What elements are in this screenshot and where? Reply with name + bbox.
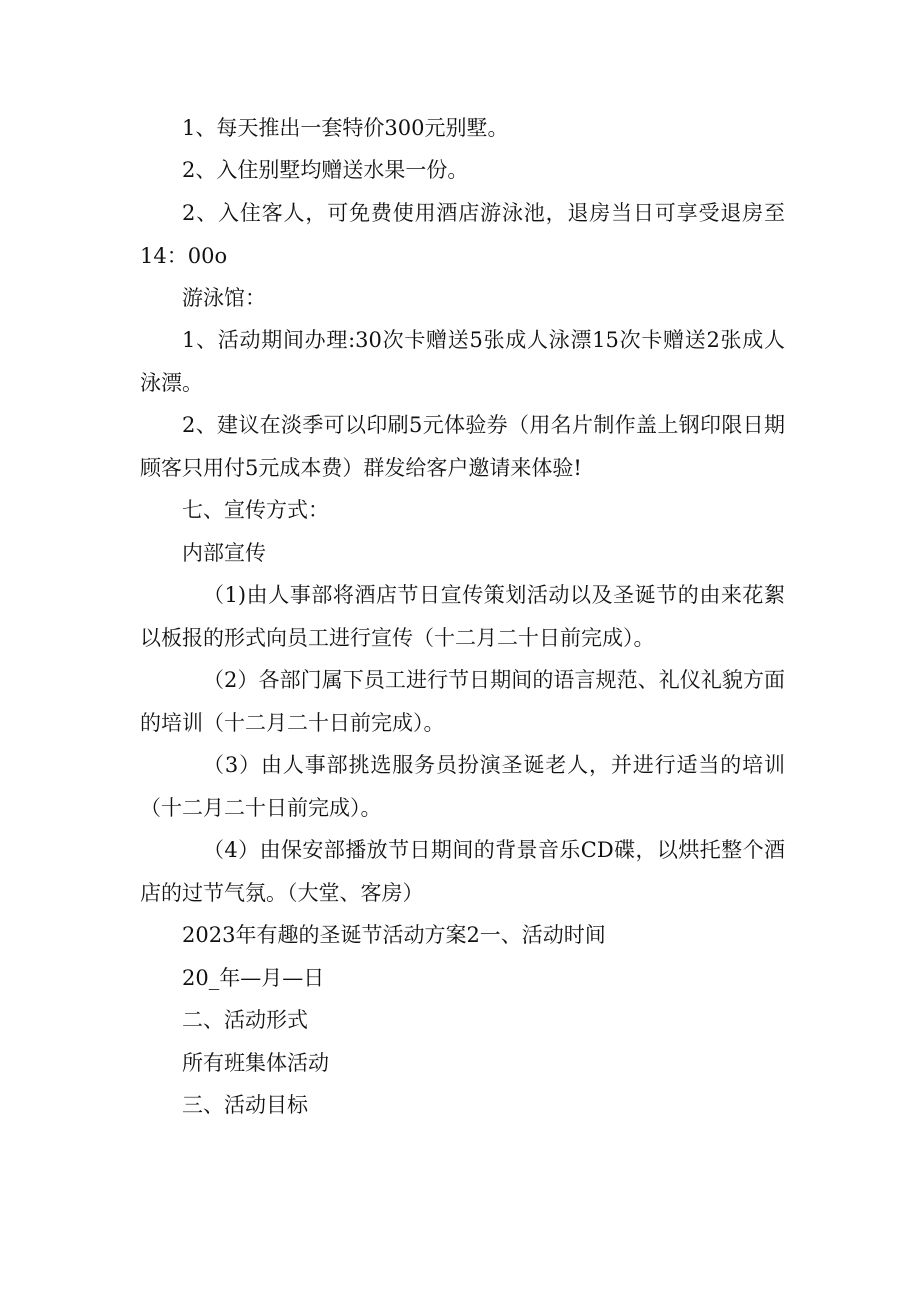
paragraph-heading-activity-form: 二、活动形式 — [182, 1008, 308, 1032]
paragraph-heading-pool-hall: 游泳馆： — [182, 286, 266, 310]
paragraph-promotion-item-1: （1)由人事部将酒店节日宣传策划活动以及圣诞节的由来花絮以板报的形式向员工进行宣传（十二月二十日前完成）。 — [140, 583, 785, 650]
paragraph-offer-fruit: 2、入住别墅均赠送水果一份。 — [182, 158, 469, 182]
paragraph-activity-date: 20_年—月—日 — [182, 966, 325, 990]
paragraph-activity-form: 所有班集体活动 — [182, 1051, 329, 1075]
paragraph-heading-promotion: 七、宣传方式： — [182, 498, 329, 522]
paragraph-offer-pool: 2、入住客人，可免费使用酒店游泳池，退房当日可享受退房至14：00o — [140, 201, 785, 268]
paragraph-pool-cards: 1、活动期间办理:30次卡赠送5张成人泳漂15次卡赠送2张成人泳漂。 — [140, 328, 785, 395]
paragraph-promotion-item-2: （2）各部门属下员工进行节日期间的语言规范、礼仪礼貌方面的培训（十二月二十日前完成）。 — [140, 668, 785, 735]
paragraph-offer-villa: 1、每天推出一套特价300元别墅。 — [182, 116, 509, 140]
paragraph-promotion-item-4: （4）由保安部播放节日期间的背景音乐CD碟，以烘托整个酒店的过节气氛。（大堂、客房） — [140, 838, 785, 905]
paragraph-plan-2-title: 2023年有趣的圣诞节活动方案2一、活动时间 — [182, 923, 606, 947]
paragraph-promotion-item-3: （3）由人事部挑选服务员扮演圣诞老人，并进行适当的培训（十二月二十日前完成）。 — [140, 753, 785, 820]
paragraph-internal-promotion: 内部宣传 — [182, 541, 266, 565]
paragraph-heading-activity-goal: 三、活动目标 — [182, 1093, 308, 1117]
paragraph-pool-vouchers: 2、建议在淡季可以印刷5元体验券（用名片制作盖上钢印限日期顾客只用付5元成本费）群发给客户邀请来体验! — [140, 413, 785, 480]
